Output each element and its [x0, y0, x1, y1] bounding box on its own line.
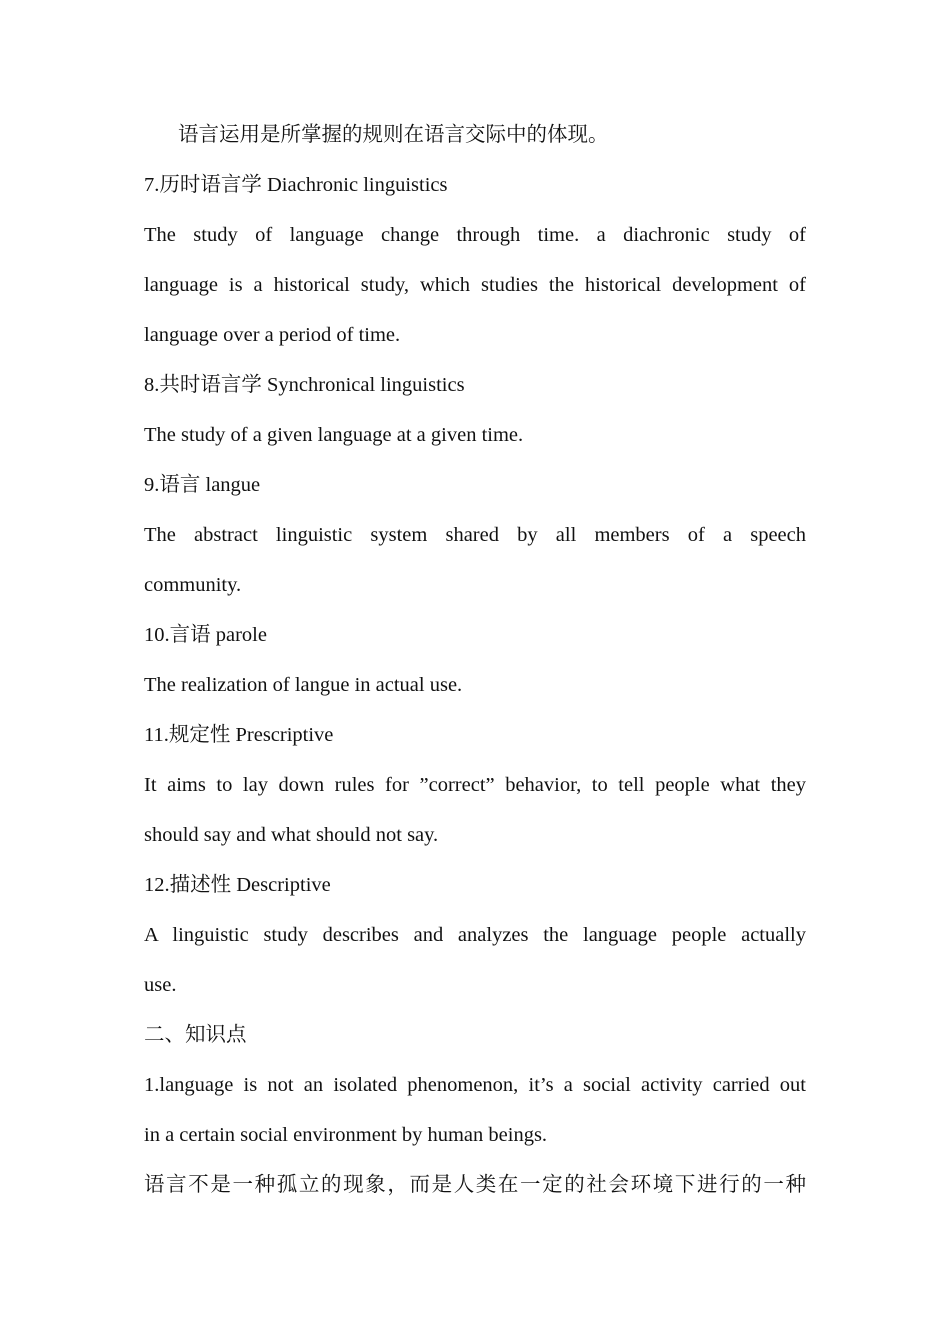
term-heading-descriptive: 12.描述性 Descriptive — [144, 874, 331, 896]
paragraph-line: language is a historical study, which studies the historical development of — [144, 274, 806, 296]
document-page — [144, 110, 806, 1210]
paragraph-line: A linguistic study describes and analyzes the language people actually — [144, 924, 806, 946]
paragraph-line: 语言不是一种孤立的现象，而是人类在一定的社会环境下进行的一种 — [144, 1174, 806, 1196]
paragraph-line: The study of a given language at a given time. — [144, 424, 524, 446]
paragraph-line: The study of language change through time. a diachronic study of — [144, 224, 806, 246]
term-heading-langue: 9.语言 langue — [144, 474, 261, 496]
paragraph-line: should say and what should not say. — [144, 824, 439, 846]
term-heading-synchronical: 8.共时语言学 Synchronical linguistics — [144, 374, 465, 396]
paragraph-line: community. — [144, 574, 242, 596]
term-heading-parole: 10.言语 parole — [144, 624, 267, 646]
paragraph-line: The abstract linguistic system shared by all members of a speech — [144, 524, 806, 546]
paragraph-line: 1.language is not an isolated phenomenon, it’s a social activity carried out — [144, 1074, 806, 1096]
paragraph-line: in a certain social environment by human beings. — [144, 1124, 548, 1146]
term-heading-diachronic: 7.历时语言学 Diachronic linguistics — [144, 174, 448, 196]
paragraph-line: use. — [144, 974, 177, 996]
paragraph-line: It aims to lay down rules for ”correct” behavior, to tell people what they — [144, 774, 806, 796]
paragraph-line: language over a period of time. — [144, 324, 401, 346]
paragraph-line: The realization of langue in actual use. — [144, 674, 463, 696]
paragraph-line: 语言运用是所掌握的规则在语言交际中的体现。 — [178, 124, 609, 146]
term-heading-prescriptive: 11.规定性 Prescriptive — [144, 724, 334, 746]
section-heading-knowledge-points: 二、知识点 — [144, 1024, 247, 1046]
